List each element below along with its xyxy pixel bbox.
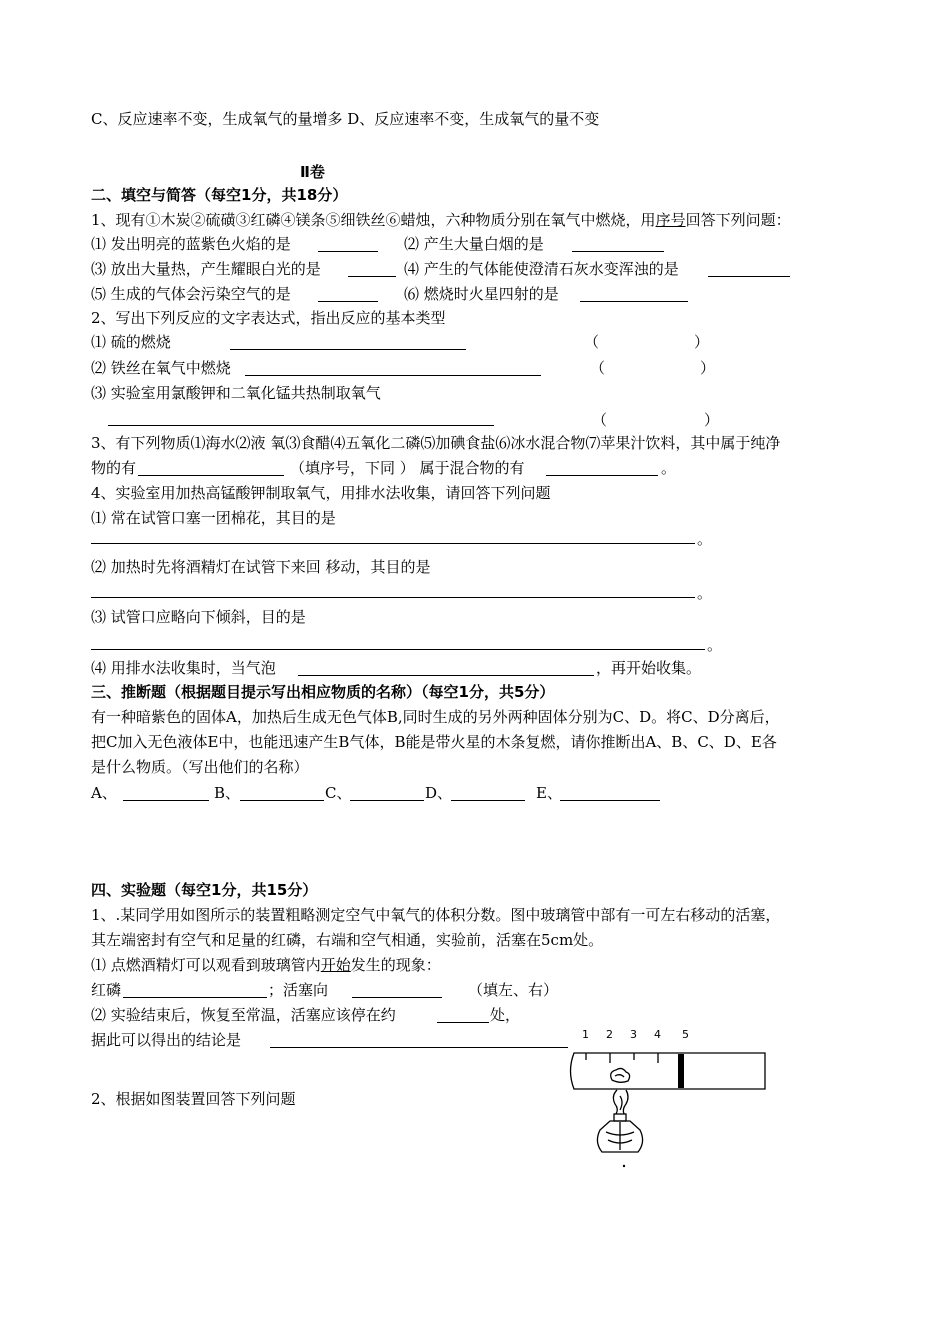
answer-blank[interactable] — [138, 475, 284, 476]
sec4-q1-l3: ⑴ 点燃酒精灯可以观看到玻璃管内开始发生的现象： — [91, 956, 441, 974]
q2-2-s2: ⑵ 铁丝在氧气中燃烧 — [91, 359, 231, 377]
answer-blank[interactable] — [230, 349, 466, 350]
answer-blank[interactable] — [352, 997, 442, 998]
answer-blank[interactable] — [123, 997, 267, 998]
answer-blank[interactable] — [572, 251, 664, 252]
q2-4-s4-a: ⑷ 用排水法收集时，当气泡 — [91, 659, 276, 677]
q2-4-s2: ⑵ 加热时先将酒精灯在试管下来回 移动，其目的是 — [91, 558, 431, 576]
sec4-q2-stem: 2、根据如图装置回答下列问题 — [91, 1090, 296, 1108]
scale-label-4: 4 — [654, 1028, 661, 1041]
piston — [678, 1054, 684, 1088]
section-3-heading: 三、推断题（根据题目提示写出相应物质的名称）（每空1分，共5分） — [91, 683, 555, 701]
answer-blank[interactable] — [546, 475, 658, 476]
label-a: A、 — [91, 784, 117, 802]
answer-blank[interactable] — [240, 800, 324, 801]
sec4-q1-l1: 1、.某同学用如图所示的装置粗略测定空气中氧气的体积分数。图中玻璃管中部有一可左右移动的活塞， — [91, 906, 781, 924]
q2-1-s5: ⑸ 生成的气体会污染空气的是 — [91, 285, 291, 303]
period: 。 — [697, 584, 713, 602]
type-close-paren: ） — [700, 359, 716, 377]
label-e: E、 — [536, 784, 562, 802]
answer-blank[interactable] — [245, 375, 541, 376]
q2-3-line2-a: 物的有 — [91, 459, 137, 477]
q2-1-s4: ⑷ 产生的气体能使澄清石灰水变浑浊的是 — [404, 260, 679, 278]
label-d: D、 — [425, 784, 453, 802]
q2-2-s1: ⑴ 硫的燃烧 — [91, 333, 171, 351]
red-phosphorus — [611, 1068, 630, 1082]
answer-blank[interactable] — [348, 276, 396, 277]
section-2-heading: 二、填空与简答（每空1分，共18分） — [91, 186, 348, 204]
q2-1-s3: ⑶ 放出大量热，产生耀眼白光的是 — [91, 260, 321, 278]
q2-3-period: 。 — [661, 459, 677, 477]
glass-tube — [571, 1053, 766, 1089]
option-c-d: C、反应速率不变，生成氧气的量增多 D、反应速率不变，生成氧气的量不变 — [91, 110, 600, 128]
sec4-q1-l5-a: ⑵ 实验结束后，恢复至常温，活塞应该停在约 — [91, 1006, 396, 1024]
section-4-heading: 四、实验题（每空1分，共15分） — [91, 881, 318, 899]
answer-blank[interactable] — [91, 543, 695, 544]
sec4-q1-l6: 据此可以得出的结论是 — [91, 1031, 242, 1049]
type-open-paren: （ — [590, 359, 606, 377]
answer-blank[interactable] — [298, 675, 594, 676]
q2-3-line2-b: （填序号，下同 ） 属于混合物的有 — [290, 459, 525, 477]
scale-label-5: 5 — [682, 1028, 689, 1041]
answer-blank[interactable] — [580, 301, 688, 302]
label-b: B、 — [214, 784, 241, 802]
type-open-paren: （ — [584, 333, 600, 351]
sec4-q1-l4-a: 红磷 — [91, 981, 122, 999]
apparatus-figure — [560, 1024, 770, 1174]
period: 。 — [707, 636, 723, 654]
answer-blank[interactable] — [560, 800, 660, 801]
answer-blank[interactable] — [270, 1047, 568, 1048]
answer-blank[interactable] — [437, 1022, 489, 1023]
alcohol-lamp — [597, 1090, 642, 1152]
scale-label-2: 2 — [606, 1028, 613, 1041]
answer-blank[interactable] — [91, 597, 695, 598]
q2-4-s4-b: ，再开始收集。 — [596, 659, 702, 677]
sec4-q1-l5-b: 处， — [490, 1006, 521, 1024]
sec3-p2: 把C加入无色液体E中，也能迅速产生B气体，B能是带火星的木条复燃，请你推断出A、B、C、D、E各 — [91, 733, 777, 751]
q2-1-s2: ⑵ 产生大量白烟的是 — [404, 235, 544, 253]
part-title: Ⅱ卷 — [300, 163, 325, 181]
answer-blank[interactable] — [123, 800, 209, 801]
q2-4-s3: ⑶ 试管口应略向下倾斜，目的是 — [91, 608, 306, 626]
q2-4-s1: ⑴ 常在试管口塞一团棉花，其目的是 — [91, 509, 336, 527]
sec4-q1-l2: 其左端密封有空气和足量的红磷，右端和空气相通，实验前，活塞在5cm处。 — [91, 931, 604, 949]
answer-blank[interactable] — [451, 800, 525, 801]
q2-1-s1: ⑴ 发出明亮的蓝紫色火焰的是 — [91, 235, 291, 253]
answer-blank[interactable] — [108, 425, 494, 426]
answer-blank[interactable] — [350, 800, 424, 801]
scale-label-1: 1 — [582, 1028, 589, 1041]
q2-1-s6: ⑹ 燃烧时火星四射的是 — [404, 285, 559, 303]
q2-3-line1: 3、有下列物质⑴海水⑵液 氧⑶食醋⑷五氧化二磷⑸加碘食盐⑹冰水混合物⑺苹果汁饮料，其中属于纯净 — [91, 434, 781, 452]
sec4-q1-l4-b: ；活塞向 — [268, 981, 329, 999]
scale-label-3: 3 — [630, 1028, 637, 1041]
q2-4-stem: 4、实验室用加热高锰酸钾制取氧气，用排水法收集，请回答下列问题 — [91, 484, 551, 502]
q2-2-s3: ⑶ 实验室用氯酸钾和二氧化锰共热制取氧气 — [91, 384, 381, 402]
q2-1-stem: 1、现有①木炭②硫磺③红磷④镁条⑤细铁丝⑥蜡烛，六种物质分别在氧气中燃烧，用序号回答下列问题： — [91, 211, 791, 229]
sec3-p3: 是什么物质。（写出他们的名称） — [91, 758, 309, 776]
type-close-paren: ） — [704, 411, 720, 429]
answer-blank[interactable] — [91, 649, 705, 650]
sec3-p1: 有一种暗紫色的固体A，加热后生成无色气体B,同时生成的另外两种固体分别为C、D。将C、D分离后， — [91, 708, 780, 726]
period: 。 — [697, 530, 713, 548]
answer-blank[interactable] — [318, 251, 378, 252]
answer-blank[interactable] — [318, 301, 378, 302]
sec4-q1-l4-c: （填左、右） — [468, 981, 559, 999]
type-open-paren: （ — [592, 411, 608, 429]
answer-blank[interactable] — [708, 276, 790, 277]
label-c: C、 — [325, 784, 352, 802]
q2-2-stem: 2、写出下列反应的文字表达式，指出反应的基本类型 — [91, 309, 446, 327]
type-close-paren: ） — [694, 333, 710, 351]
